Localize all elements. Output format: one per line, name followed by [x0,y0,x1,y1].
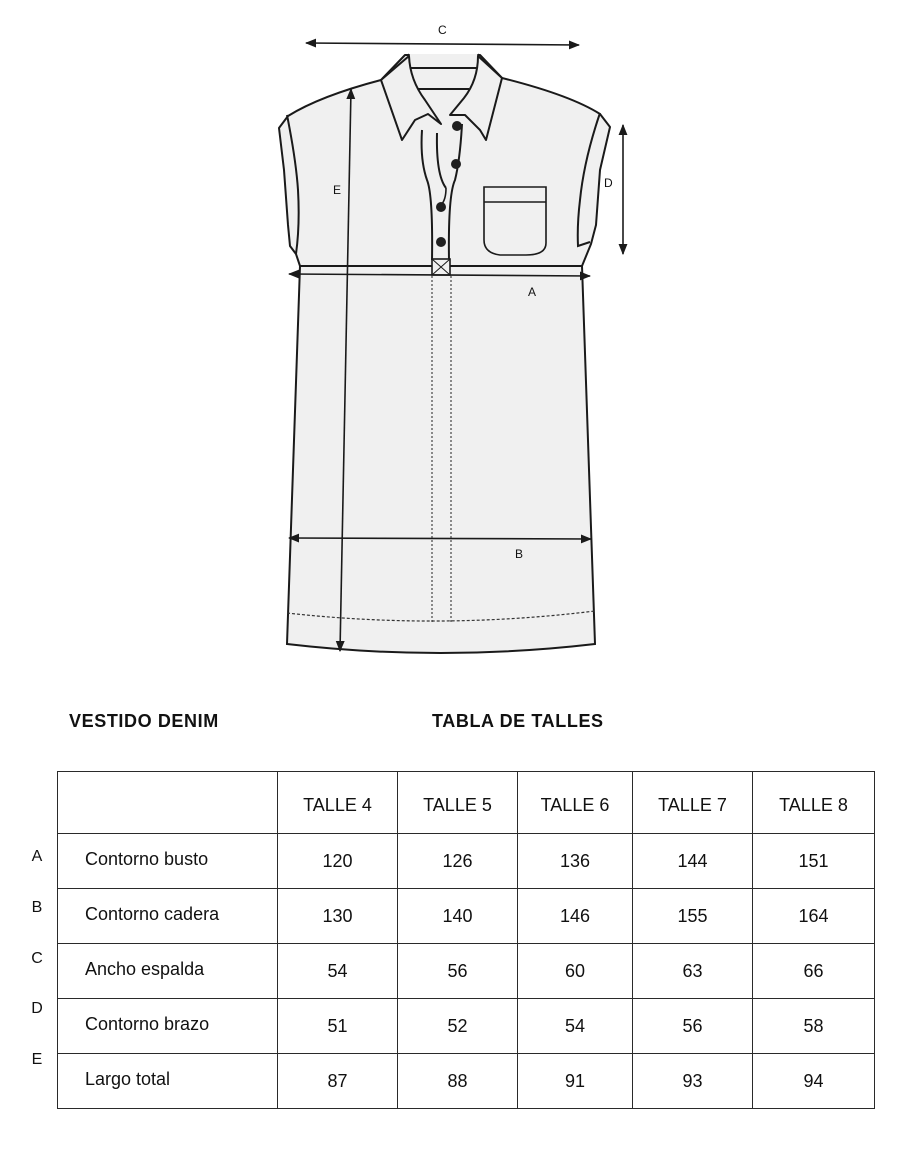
table-cell: 146 [518,889,633,944]
measurement-name: Contorno busto [58,834,278,889]
column-header: TALLE 6 [518,772,633,834]
measurement-name: Largo total [58,1054,278,1109]
measure-label-a: A [528,285,537,299]
dress-body-outline [287,266,595,653]
row-key-c: C [31,950,43,967]
column-header: TALLE 4 [278,772,398,834]
product-title: VESTIDO DENIM [69,711,219,731]
table-cell: 54 [518,999,633,1054]
table-cell: 52 [398,999,518,1054]
measure-label-b: B [515,547,524,561]
measure-label-e: E [333,183,342,197]
table-header-row [58,772,875,834]
measurement-name: Ancho espalda [58,944,278,999]
table-cell: 58 [753,999,875,1054]
table-cell: 120 [278,834,398,889]
table-cell: 87 [278,1054,398,1109]
table-cell: 126 [398,834,518,889]
table-cell: 136 [518,834,633,889]
table-cell: 93 [633,1054,753,1109]
measure-arrow-c [306,43,579,45]
row-key-e: E [31,1051,43,1068]
header-corner-cell [58,772,278,834]
column-header: TALLE 8 [753,772,875,834]
measure-label-c: C [438,23,447,37]
table-cell: 144 [633,834,753,889]
measurement-name: Contorno cadera [58,889,278,944]
button-1 [452,121,462,131]
measurement-name: Contorno brazo [58,999,278,1054]
table-row [58,889,875,944]
table-cell: 151 [753,834,875,889]
table-cell: 91 [518,1054,633,1109]
table-cell: 140 [398,889,518,944]
collar-band [408,54,479,68]
table-row [58,944,875,999]
column-header: TALLE 5 [398,772,518,834]
table-row [58,834,875,889]
table-cell: 63 [633,944,753,999]
measure-arrow-b [289,538,591,539]
table-cell: 56 [633,999,753,1054]
row-key-d: D [31,1000,43,1017]
size-table [57,771,875,1109]
column-header: TALLE 7 [633,772,753,834]
measure-label-d: D [604,176,613,190]
table-row [58,1054,875,1109]
bodice-outline [279,55,610,266]
table-cell: 56 [398,944,518,999]
table-cell: 88 [398,1054,518,1109]
table-row [58,999,875,1054]
table-cell: 51 [278,999,398,1054]
table-cell: 94 [753,1054,875,1109]
row-key-b: B [31,899,43,916]
table-cell: 60 [518,944,633,999]
table-cell: 66 [753,944,875,999]
button-2 [451,159,461,169]
table-cell: 130 [278,889,398,944]
chest-pocket [484,187,546,255]
row-key-a: A [31,848,43,865]
table-cell: 54 [278,944,398,999]
table-cell: 164 [753,889,875,944]
size-table-title: TABLA DE TALLES [432,711,604,731]
button-3 [436,202,446,212]
button-4 [436,237,446,247]
table-cell: 155 [633,889,753,944]
